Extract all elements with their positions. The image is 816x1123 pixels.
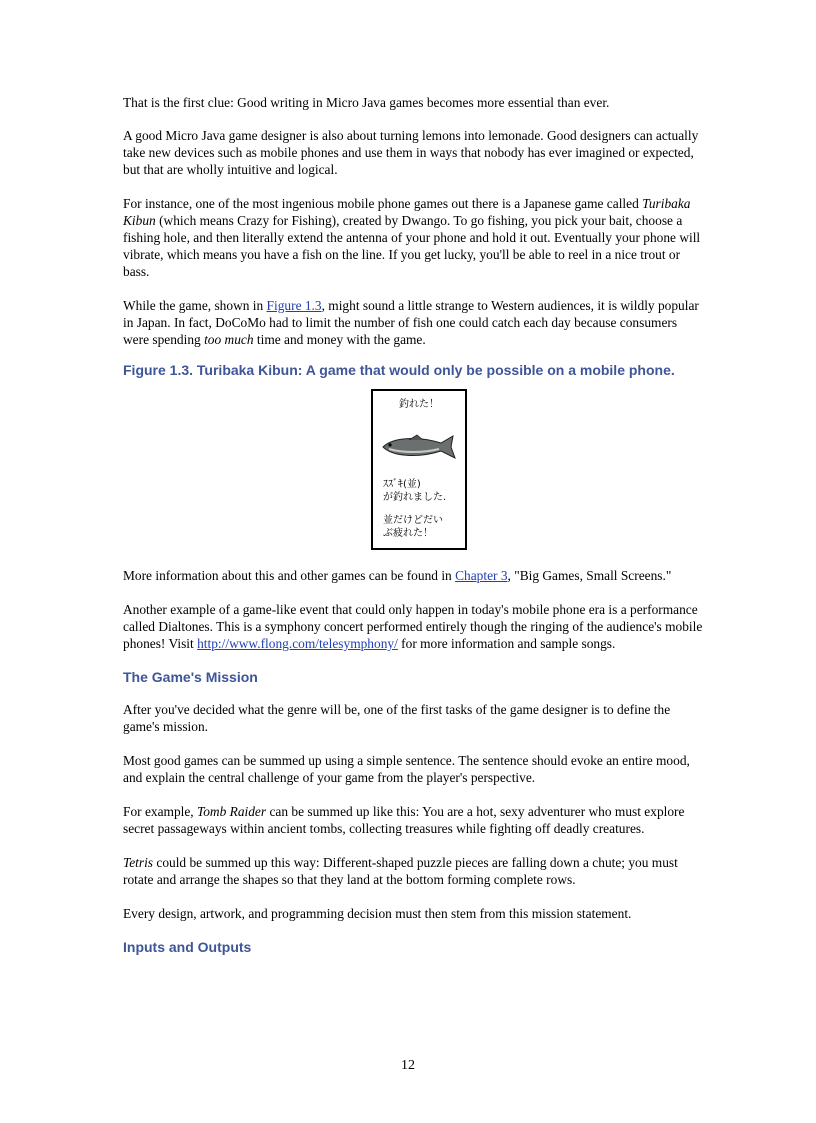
text-segment: Another example of a game-like event that could only happen in today's mobile phone era is a performance called Dialtones. This is a symphony concert performed entirely though the ringing of the audience's mobile phones! Visit — [123, 602, 703, 651]
text-segment: time and money with the game. — [253, 332, 426, 347]
chapter-3-link[interactable]: Chapter 3 — [455, 568, 508, 583]
emphasis-too-much: too much — [204, 332, 254, 347]
game-title-turibaka: Turibaka Kibun — [123, 196, 691, 228]
text-segment: could be summed up this way: Different-shaped puzzle pieces are falling down a chute; you must rotate and arrange the shapes so that they land at the bottom forming complete rows. — [123, 855, 678, 887]
paragraph-summed-up: Most good games can be summed up using a simple sentence. The sentence should evoke an entire mood, and explain the central challenge of your game from the player's perspective. — [123, 753, 690, 785]
text-segment: (which means Crazy for Fishing), created by Dwango. To go fishing, you pick your bait, choose a fishing hole, and then literally extend the antenna of your phone and hold it out. Eventually your phone will vibrate, which means you have a fish on the line. If you get lucky, you'll be able to reel in a nice trout or bass. — [123, 213, 701, 279]
paragraph-chapter-ref — [123, 567, 703, 584]
paragraph-mission-statement: Every design, artwork, and programming decision must then stem from this mission statement. — [123, 906, 632, 921]
paragraph-tetris — [123, 854, 703, 888]
figure-title: Figure 1.3. Turibaka Kibun: A game that would only be possible on a mobile phone. — [123, 362, 675, 378]
game-title-tetris: Tetris — [123, 855, 154, 870]
paragraph-define-mission: After you've decided what the genre will be, one of the first tasks of the game designer is to define the game's mission. — [123, 702, 671, 734]
paragraph-lemons: A good Micro Java game designer is also about turning lemons into lemonade. Good designers can actually take new devices such as mobile phones and use them in ways that nobody has ever imagined or expected, but that are wholly intuitive and logical. — [123, 128, 699, 177]
paragraph-turibaka — [123, 195, 703, 280]
screen-text-was-caught: が釣れました. — [383, 492, 447, 503]
figure-container — [123, 389, 703, 550]
text-segment: For example, — [123, 804, 198, 819]
paragraph-dialtones — [123, 601, 703, 652]
phone-screen-image — [371, 389, 467, 550]
text-segment: can be summed up like this: You are a hot, sexy adventurer who must explore secret passageways within ancient tombs, collecting treasures while fighting off deadly creatures. — [123, 804, 685, 836]
text-segment: For instance, one of the most ingenious mobile phone games out there is a Japanese game called — [123, 196, 643, 211]
heading-game-mission: The Game's Mission — [123, 669, 258, 685]
heading-inputs-outputs: Inputs and Outputs — [123, 939, 252, 955]
screen-text-caught: 釣れた！ — [399, 399, 439, 410]
telesymphony-link[interactable]: http://www.flong.com/telesymphony/ — [197, 636, 398, 651]
page-number: 12 — [401, 1058, 415, 1073]
text-segment: for more information and sample songs. — [397, 636, 616, 651]
paragraph-figure-ref — [123, 297, 703, 348]
page-content — [123, 94, 703, 955]
figure-1-3-link[interactable]: Figure 1.3 — [266, 298, 322, 313]
text-segment: , might sound a little strange to Western audiences, it is wildly popular in Japan. In fact, DoCoMo had to limit the number of fish one could catch each day because consumers were spending — [123, 298, 699, 347]
screen-text-tired: ぶ疲れた！ — [383, 528, 433, 539]
text-segment: More information about this and other games can be found in — [123, 568, 456, 583]
fish-icon — [379, 431, 459, 463]
text-segment: While the game, shown in — [123, 298, 267, 313]
paragraph-first-clue: That is the first clue: Good writing in Micro Java games becomes more essential than ever. — [123, 95, 610, 110]
game-title-tomb-raider: Tomb Raider — [197, 804, 267, 819]
paragraph-tomb-raider — [123, 803, 703, 837]
screen-text-average: 並だけどだい — [383, 515, 443, 526]
text-segment: , "Big Games, Small Screens." — [507, 568, 672, 583]
screen-text-fish-name: ｽｽﾞｷ(並) — [383, 479, 421, 490]
